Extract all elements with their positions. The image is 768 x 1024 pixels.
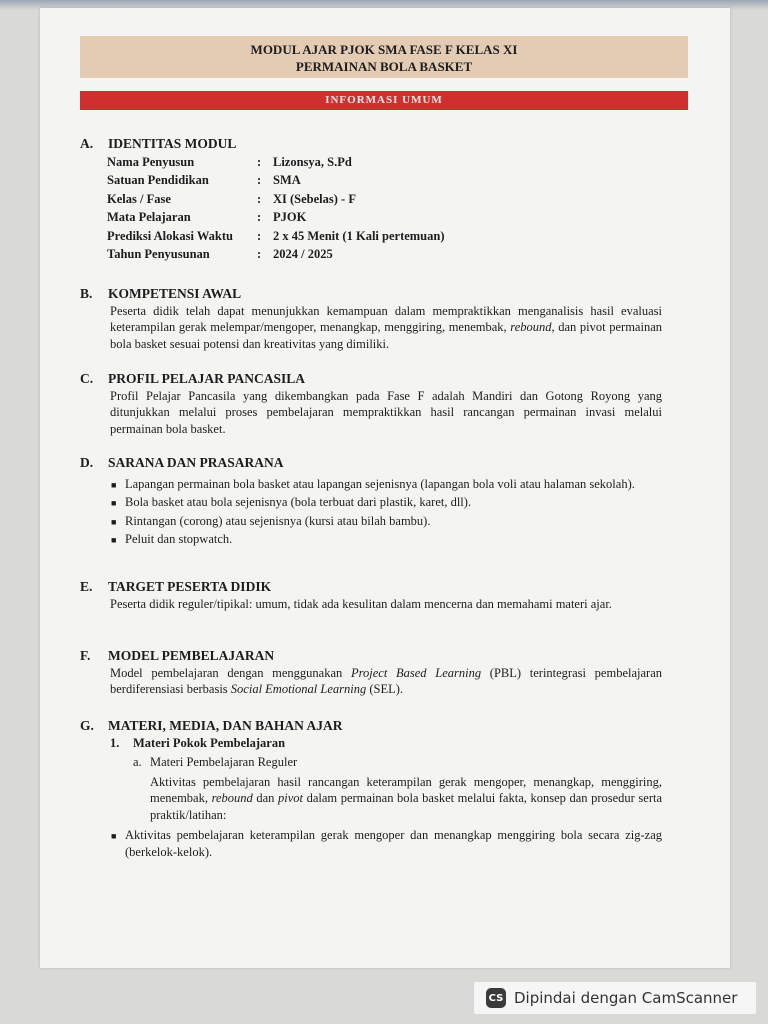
section-title: SARANA DAN PRASARANA xyxy=(108,455,284,470)
identity-colon: : xyxy=(257,154,262,169)
identity-table xyxy=(80,153,680,264)
identity-key: Mata Pelajaran xyxy=(107,210,191,224)
list-item xyxy=(110,531,662,548)
module-title-line-2: PERMAINAN BOLA BASKET xyxy=(295,59,473,74)
body-text: Aktivitas pembelajaran hasil rancangan keterampilan gerak mengoper, menangkap, menggiring, menembak, xyxy=(150,774,662,805)
identity-row xyxy=(107,171,680,190)
identity-key: Prediksi Alokasi Waktu xyxy=(107,228,233,243)
identity-colon: : xyxy=(257,191,262,206)
list-item-text: Bola basket atau bola sejenisnya (bola terbuat dari plastik, karet, dll). xyxy=(125,495,472,509)
list-item xyxy=(110,494,662,511)
identity-key: Tahun Penyusunan xyxy=(107,247,210,261)
section-title: PROFIL PELAJAR PANCASILA xyxy=(108,371,306,386)
section-heading xyxy=(80,455,680,472)
section-body xyxy=(110,665,662,698)
sub-subsection-letter: a. xyxy=(133,755,142,769)
section-sarana-prasarana xyxy=(80,455,680,550)
list-item-text: Rintangan (corong) atau sejenisnya (kursi atau bilah bambu). xyxy=(125,513,431,528)
section-identitas-modul xyxy=(80,136,680,264)
square-bullet-icon: ■ xyxy=(111,479,117,490)
module-title-line-1: MODUL AJAR PJOK SMA FASE F KELAS XI xyxy=(250,42,518,57)
identity-colon: : xyxy=(257,173,262,187)
square-bullet-icon: ■ xyxy=(111,535,117,545)
sub-subsection-heading xyxy=(133,754,680,771)
section-letter: F. xyxy=(80,648,91,663)
list-item xyxy=(110,476,662,493)
list-item-text: Lapangan permainan bola basket atau lapangan sejenisnya (lapangan bola voli atau halaman sekolah). xyxy=(125,476,635,491)
body-text: (PBL) terintegrasi pembelajaran berdiferensiasi berbasis xyxy=(110,665,663,696)
body-text: dan xyxy=(252,791,278,805)
section-heading xyxy=(80,718,680,735)
section-title: KOMPETENSI AWAL xyxy=(108,286,242,301)
section-title: IDENTITAS MODUL xyxy=(108,136,237,151)
section-materi-media xyxy=(80,718,680,862)
identity-row xyxy=(107,245,680,264)
section-title: TARGET PESERTA DIDIK xyxy=(108,579,272,594)
body-text: (SEL). xyxy=(366,682,404,696)
section-heading xyxy=(80,648,680,665)
subsection-heading xyxy=(110,735,680,752)
square-bullet-icon: ■ xyxy=(111,516,117,527)
section-heading xyxy=(80,371,680,388)
subsection-title: Materi Pokok Pembelajaran xyxy=(133,735,286,750)
section-body: Peserta didik reguler/tipikal: umum, tidak ada kesulitan dalam mencerna dan memahami materi ajar. xyxy=(110,596,612,611)
identity-value: XI (Sebelas) - F xyxy=(273,191,356,206)
subsection-number: 1. xyxy=(110,735,120,750)
identity-row xyxy=(107,227,680,246)
module-title-box xyxy=(80,36,688,78)
body-text: Peserta didik telah dapat menunjukkan kemampuan dalam mempraktikkan menganalisis hasil evaluasi keterampilan gerak melempar/mengoper, menangkap, menggiring, menembak, xyxy=(110,303,662,334)
body-text-italic: rebound, xyxy=(510,320,555,334)
identity-value: 2024 / 2025 xyxy=(273,247,333,261)
facility-list xyxy=(110,476,662,548)
section-letter: G. xyxy=(80,718,94,733)
body-text-italic: pivot xyxy=(278,791,303,805)
section-body xyxy=(110,303,662,353)
section-target-peserta xyxy=(80,579,680,612)
section-title: MODEL PEMBELAJARAN xyxy=(108,648,275,663)
activity-list xyxy=(110,827,662,860)
section-letter: C. xyxy=(80,371,94,386)
section-kompetensi-awal xyxy=(80,286,680,352)
identity-value: SMA xyxy=(273,173,301,187)
identity-key: Nama Penyusun xyxy=(107,154,195,169)
square-bullet-icon: ■ xyxy=(111,498,117,508)
info-bar: INFORMASI UMUM xyxy=(80,91,688,110)
section-title: MATERI, MEDIA, DAN BAHAN AJAR xyxy=(108,718,343,733)
body-text: dalam permainan bola basket melalui fakta, konsep dan prosedur serta praktik/latihan: xyxy=(150,791,663,822)
identity-colon: : xyxy=(257,228,262,243)
section-heading xyxy=(80,136,680,153)
section-heading xyxy=(80,286,680,303)
camscanner-watermark xyxy=(474,982,756,1014)
camscanner-logo-icon: CS xyxy=(486,988,506,1008)
section-letter: A. xyxy=(80,136,94,151)
section-heading xyxy=(80,579,680,596)
section-body: Profil Pelajar Pancasila yang dikembangkan pada Fase F adalah Mandiri dan Gotong Royong yang ditunjukkan melalui proses pembelajaran mempraktikkan hasil rancangan permainan invasi melalui permainan bola basket. xyxy=(110,388,662,436)
identity-colon: : xyxy=(257,210,262,224)
identity-value: PJOK xyxy=(273,210,307,224)
body-text-italic: Project Based Learning xyxy=(350,665,482,680)
camscanner-text: Dipindai dengan CamScanner xyxy=(514,989,738,1007)
list-item xyxy=(110,513,662,530)
square-bullet-icon: ■ xyxy=(111,831,117,841)
section-letter: E. xyxy=(80,579,93,594)
identity-row xyxy=(107,153,680,172)
sub-subsection-body xyxy=(150,774,662,824)
section-letter: D. xyxy=(80,455,94,470)
identity-row xyxy=(107,190,680,209)
list-item-text: Aktivitas pembelajaran keterampilan gerak mengoper dan menangkap menggiring bola secara zig-zag (berkelok-kelok). xyxy=(125,828,662,859)
identity-key: Satuan Pendidikan xyxy=(107,173,209,187)
section-model-pembelajaran xyxy=(80,648,680,698)
body-text-italic: rebound xyxy=(211,791,253,805)
identity-value: 2 x 45 Menit (1 Kali pertemuan) xyxy=(273,228,445,243)
list-item xyxy=(110,827,662,860)
list-item-text: Peluit dan stopwatch. xyxy=(125,532,233,546)
identity-row xyxy=(107,208,680,227)
body-text: Model pembelajaran dengan menggunakan xyxy=(110,665,351,680)
section-profil-pelajar xyxy=(80,371,680,437)
body-text-italic: Social Emotional Learning xyxy=(230,682,367,696)
identity-colon: : xyxy=(257,247,262,261)
identity-key: Kelas / Fase xyxy=(107,191,171,206)
identity-value: Lizonsya, S.Pd xyxy=(273,154,352,169)
sub-subsection-title: Materi Pembelajaran Reguler xyxy=(150,755,298,769)
section-letter: B. xyxy=(80,286,93,301)
body-text: dan pivot permainan bola basket sesuai potensi dan kreativitas yang dimiliki. xyxy=(110,320,663,351)
